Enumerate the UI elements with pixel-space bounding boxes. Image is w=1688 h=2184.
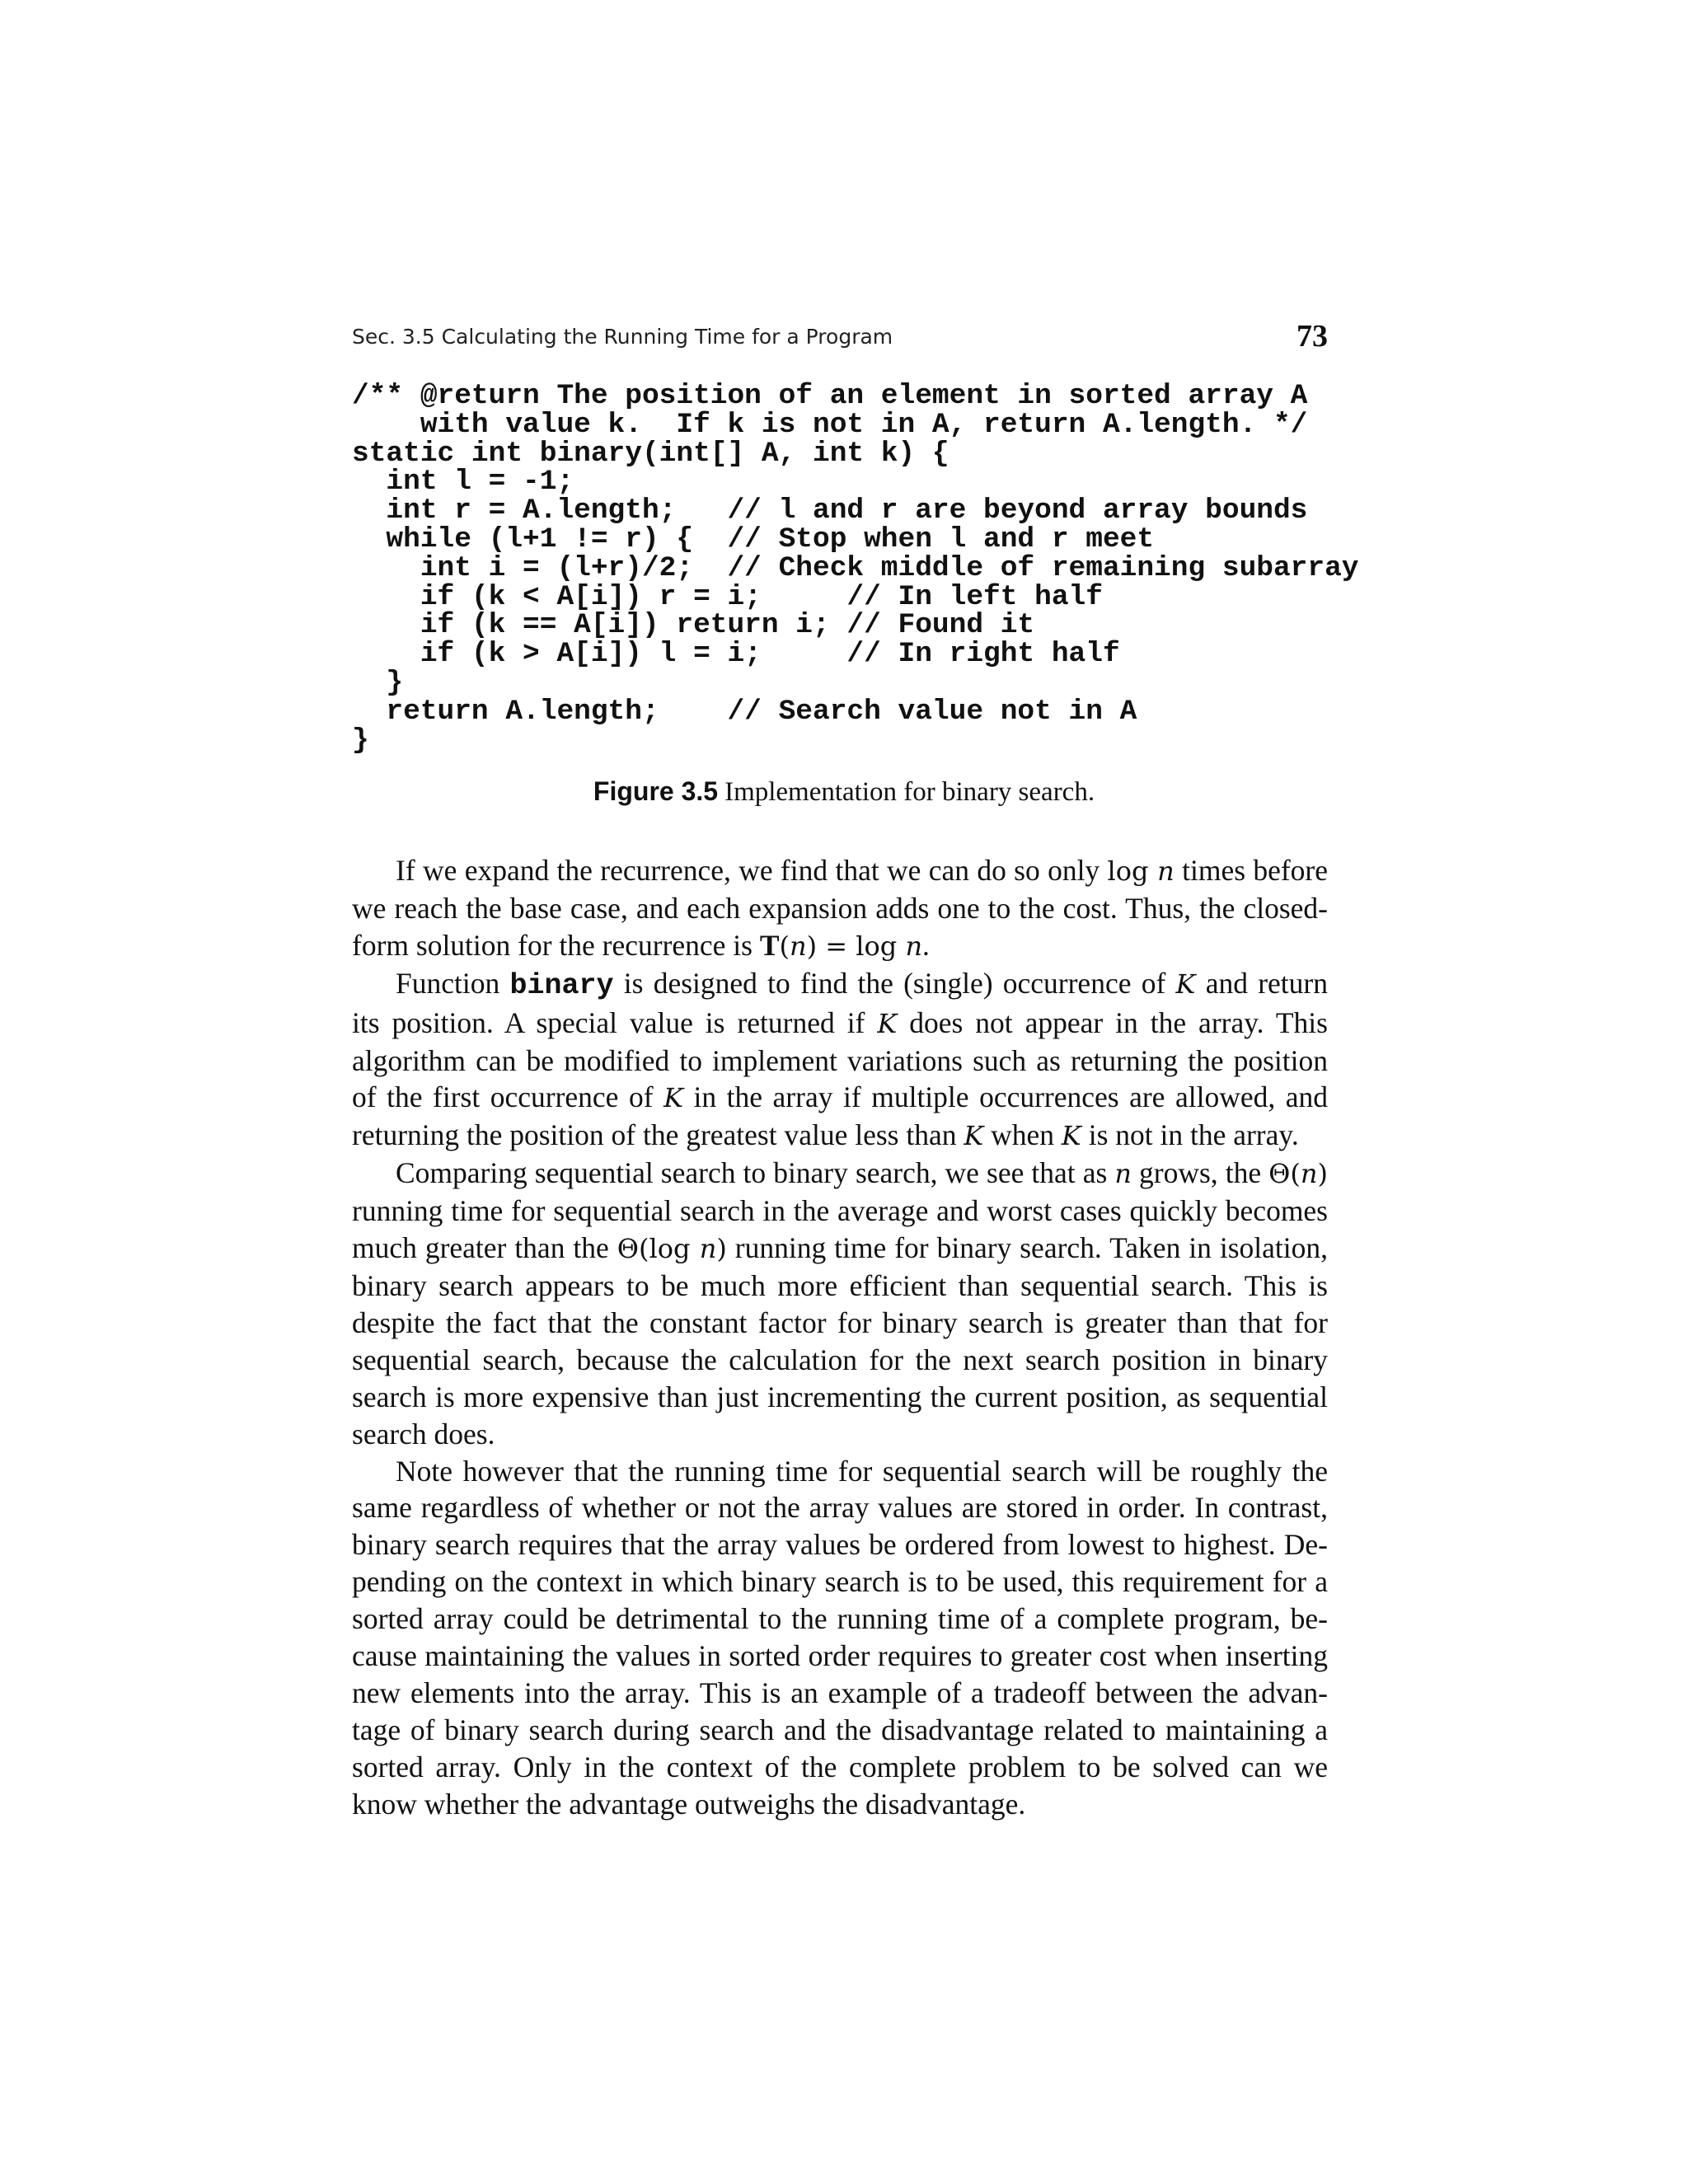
body-text [352, 852, 1328, 1823]
text-run: running time for sequential search in the average and worst cases quickly becomes much greater than the [352, 1194, 1328, 1265]
math-run: ( [779, 930, 790, 962]
math-run: ) [716, 1233, 727, 1265]
code-line: return A.length; // Search value not in A [352, 695, 1137, 728]
running-header [352, 320, 1328, 361]
math-variable: n [790, 930, 807, 962]
text-run: Comparing sequential search to binary search, we see that as [396, 1156, 1115, 1190]
paragraph [352, 1453, 1328, 1823]
figure-label: Figure 3.5 [593, 776, 719, 806]
code-line: int l = -1; [352, 466, 574, 499]
math-variable: K [663, 1082, 683, 1114]
text-run: in the array if multiple occurrences are allowed, and returning the position of the greatest value less than [352, 1080, 1329, 1152]
math-variable: K [1061, 1120, 1081, 1152]
math-variable: K [877, 1007, 898, 1039]
page-number: 73 [1296, 319, 1328, 354]
text-run: . [922, 928, 930, 962]
math-run: ) = log [806, 930, 906, 962]
figure-caption-text: Implementation for binary search. [724, 777, 1095, 807]
section-title: Sec. 3.5 Calculating the Running Time for a Program [352, 325, 893, 349]
math-run: T [759, 928, 780, 962]
code-line: int i = (l+r)/2; // Check middle of remaining subarray [352, 551, 1359, 584]
math-variable: K [1175, 968, 1196, 1000]
code-line: int r = A.length; // l and r are beyond array bounds [352, 494, 1308, 527]
code-line: if (k > A[i]) l = i; // In right half [352, 638, 1120, 671]
math-variable: K [964, 1120, 984, 1152]
math-variable: n [905, 930, 923, 962]
code-line: if (k == A[i]) return i; // Found it [352, 609, 1035, 642]
math-run: log [1107, 855, 1158, 887]
code-listing [352, 382, 1359, 755]
text-run: and return its position. A special value is returned if [352, 966, 1328, 1039]
math-run: Θ(log [617, 1233, 700, 1265]
paragraph [352, 1155, 1328, 1452]
paragraph [352, 852, 1328, 965]
text-run: is designed to find the (single) occurrence of [613, 966, 1176, 1000]
code-line: } [352, 724, 369, 757]
math-variable: n [699, 1233, 717, 1265]
code-line: } [352, 666, 404, 699]
text-run: is not in the array. [1081, 1118, 1299, 1152]
text-run: grows, the [1131, 1156, 1269, 1190]
text-run: Function [396, 966, 510, 1000]
paragraph [352, 965, 1328, 1155]
inline-code: binary [509, 968, 614, 1002]
math-variable: n [1114, 1158, 1132, 1190]
code-line: /** @return The position of an element in sorted array A [352, 380, 1308, 412]
text-run: If we expand the recurrence, we find that we can do so only [396, 854, 1108, 887]
code-line: if (k < A[i]) r = i; // In left half [352, 580, 1103, 613]
text-run: times before we reach the base case, and each expansion adds one to the cost. Thus, the closed-form solution for the recurrence is [352, 854, 1328, 962]
text-run: does not appear in the array. This algorithm can be modified to implement variations such as returning the position of the first occurrence of [352, 1005, 1328, 1114]
text-run: Note however that the running time for sequential search will be roughly the same regardless of whether or not the array values are stored in order. In contrast, binary search requires that the array values be ordered from lowest to highest. Depending on the context in which binary search is to be used, this requirement for a sorted array could be detrimental to the running time of a complete program, because maintaining the values in sorted order requires to greater cost when inserting new elements into the array. This is an example of a tradeoff between the advantage of binary search during search and the disadvantage related to maintaining a sorted array. Only in the context of the complete problem to be solved can we know whether the advantage outweighs the disadvantage. [352, 1454, 1328, 1821]
text-run: running time for binary search. Taken in isolation, binary search appears to be much more efficient than sequential search. This is despite the fact that the constant factor for binary search is greater than that for sequential search, because the calculation for the next search position in binary search is more expensive than just incrementing the current position, as sequential search does. [352, 1231, 1329, 1451]
math-variable: n [1157, 855, 1175, 887]
code-line: with value k. If k is not in A, return A.length. */ [352, 408, 1308, 441]
code-line: static int binary(int[] A, int k) { [352, 437, 950, 470]
figure-caption [0, 776, 1688, 808]
math-variable: n [1300, 1158, 1318, 1190]
text-run: when [983, 1118, 1062, 1152]
code-line: while (l+1 != r) { // Stop when l and r meet [352, 523, 1155, 555]
math-run: Θ( [1268, 1158, 1301, 1190]
math-run: ) [1317, 1158, 1328, 1190]
